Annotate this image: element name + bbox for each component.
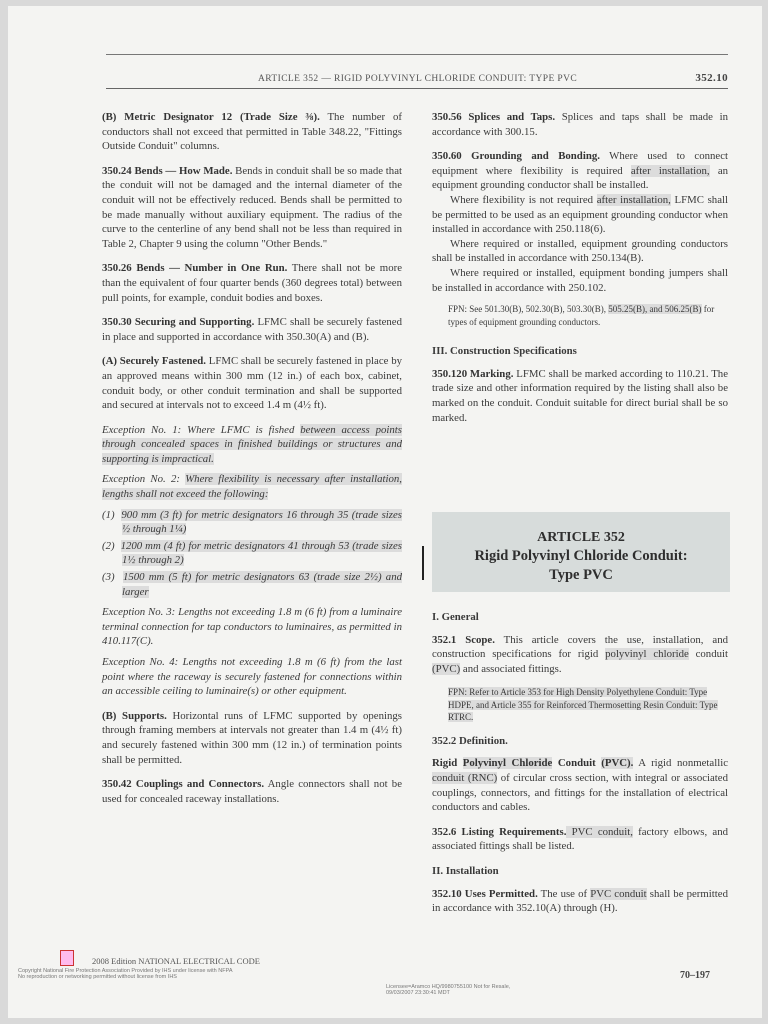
paragraph: (A) Securely Fastened. LFMC shall be securely fastened in place by an approved means within 300 mm (12 in.) of each box, cabinet, conduit body, or other conduit termination and shall be supported and secured at intervals not to exceed 1.4 m (4½ ft).	[102, 355, 402, 412]
article-number: ARTICLE 352	[537, 530, 625, 545]
footer-page-number: 70–197	[680, 970, 710, 981]
article-subtitle: Type PVC	[549, 567, 613, 583]
running-header	[106, 70, 728, 88]
section-heading: III. Construction Specifications	[432, 345, 577, 358]
copyright-notice: Copyright National Fire Protection Association Provided by IHS under license with NFPA No reproduction or networking permitted without license from IHS	[18, 968, 233, 980]
exception: Exception No. 2: Where flexibility is necessary after installation, lengths shall not exceed the following:	[102, 473, 402, 501]
fine-print-note: FPN: Refer to Article 353 for High Density Polyethylene Conduit: Type HDPE, and Article 355 for Reinforced Thermosetting Resin Conduit: Type RTRC.	[448, 687, 718, 723]
paragraph: Rigid Polyvinyl Chloride Conduit (PVC). A rigid nonmetallic conduit (RNC) of circular cross section, with integral or associated couplings, connectors, and fittings for the installation of electrical conductors and cables.	[432, 757, 728, 814]
paragraph: 350.60 Grounding and Bonding. Where used to connect equipment where flexibility is required after installation, an equipment grounding conductor shall be installed.	[432, 150, 729, 192]
top-rule	[106, 54, 728, 55]
paragraph: 350.56 Splices and Taps. Splices and taps shall be made in accordance with 300.15.	[432, 111, 728, 138]
header-page-number: 352.10	[695, 72, 728, 84]
paragraph: Where required or installed, equipment grounding conductors shall be installed in accordance with 250.134(B).	[432, 237, 728, 265]
header-rule	[106, 88, 728, 89]
paragraph: 350.24 Bends — How Made. Bends in conduit shall be so made that the conduit will not be damaged and the internal diameter of the conduit will not be effectively reduced. Bends shall be permitted to be made manually without auxiliary equipment. The radius of the curve to the centerline of any bend shall not be less than required in Table 2, Chapter 9 using the column "Other Bends."	[102, 164, 402, 250]
paragraph: 350.120 Marking. LFMC shall be marked according to 110.21. The trade size and other information required by the listing shall also be marked on the conduit. Conduit suitable for direct burial shall be so marked.	[432, 367, 729, 424]
paragraph: (B) Metric Designator 12 (Trade Size ⅜). The number of conductors shall not exceed that permitted in Table 348.22, "Fittings Outside Conduit" columns.	[102, 111, 402, 153]
list-item: (1) 900 mm (3 ft) for metric designators 16 through 35 (trade sizes ½ through 1¼)	[102, 508, 402, 536]
section-heading: 352.2 Definition.	[432, 734, 508, 747]
paragraph: 350.26 Bends — Number in One Run. There shall not be more than the equivalent of four quarter bends (360 degrees total) between pull points, for example, conduit bodies and boxes.	[102, 262, 402, 304]
article-banner	[432, 512, 730, 592]
paragraph: 350.30 Securing and Supporting. LFMC shall be securely fastened in place and supported in accordance with 350.30(A) and (B).	[102, 316, 402, 343]
section-heading: II. Installation	[432, 865, 499, 878]
right-column-top	[432, 110, 728, 435]
paragraph: 352.10 Uses Permitted. The use of PVC conduit shall be permitted in accordance with 352.10(A) through (H).	[432, 887, 728, 915]
licensee-notice: Licensee=Aramco HQ/9980755100 Not for Resale, 09/03/2007 23:30:41 MDT	[386, 984, 511, 996]
paragraph: 352.1 Scope. This article covers the use, installation, and construction specifications for rigid polyvinyl chloride conduit (PVC) and associated fittings.	[432, 633, 729, 675]
paragraph: 352.6 Listing Requirements. PVC conduit, factory elbows, and associated fittings shall be listed.	[432, 825, 728, 853]
article-title: Rigid Polyvinyl Chloride Conduit:	[474, 548, 688, 564]
right-column-bottom	[432, 604, 728, 926]
nfpa-logo-icon	[60, 950, 74, 966]
list-item: (2) 1200 mm (4 ft) for metric designators 41 through 53 (trade sizes 1½ through 2)	[102, 539, 402, 567]
left-column	[102, 110, 402, 816]
edition-label: 2008 Edition NATIONAL ELECTRICAL CODE	[92, 956, 260, 966]
document-page	[8, 6, 762, 1018]
exception: Exception No. 4: Lengths not exceeding 1.8 m (6 ft) from the last point where the raceway is securely fastened for connections within an accessible ceiling to luminaire(s) or other equipment.	[102, 656, 402, 698]
paragraph: (B) Supports. Horizontal runs of LFMC supported by openings through framing members at intervals not greater than 1.4 m (4½ ft) and securely fastened within 300 mm (12 in.) of termination points shall be permitted.	[102, 709, 402, 766]
paragraph: Where required or installed, equipment bonding jumpers shall be installed in accordance with 250.102.	[432, 266, 728, 294]
fine-print-note: FPN: See 501.30(B), 502.30(B), 503.30(B), 505.25(B), and 506.25(B) for types of equipment grounding conductors.	[448, 304, 715, 327]
exception: Exception No. 3: Lengths not exceeding 1.8 m (6 ft) from a luminaire terminal connection for tap conductors to luminaires, as permitted in 410.117(C).	[102, 606, 402, 648]
paragraph: 350.42 Couplings and Connectors. Angle connectors shall not be used for concealed raceway installations.	[102, 778, 402, 805]
list-item: (3) 1500 mm (5 ft) for metric designators 63 (trade size 2½) and larger	[102, 571, 402, 598]
paragraph: Where flexibility is not required after installation, LFMC shall be permitted to be used as an equipment grounding conductor when installed in accordance with 250.118(6).	[432, 193, 728, 236]
section-heading: I. General	[432, 611, 479, 623]
exception: Exception No. 1: Where LFMC is fished between access points through concealed spaces in finished buildings or structures and supporting is impractical.	[102, 423, 402, 465]
change-bar	[422, 546, 424, 580]
running-title: ARTICLE 352 — RIGID POLYVINYL CHLORIDE CONDUIT: TYPE PVC	[258, 74, 578, 84]
